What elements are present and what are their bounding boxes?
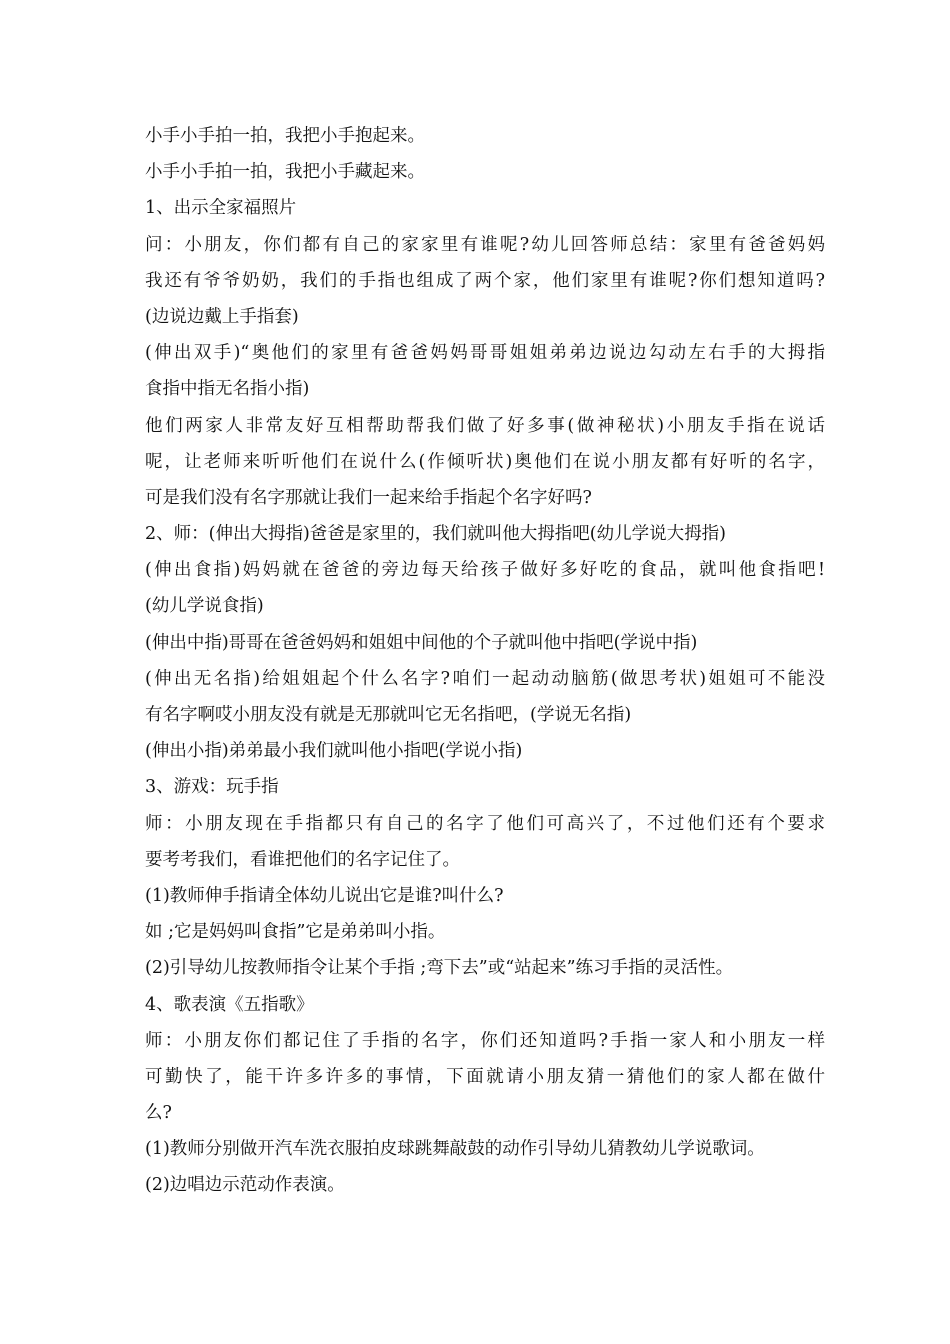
text-line: (1)教师伸手指请全体幼儿说出它是谁?叫什么? (145, 885, 504, 906)
text-line: 小手小手拍一拍，我把小手抱起来。 (145, 126, 425, 146)
text-line: 有名字啊哎小朋友没有就是无那就叫它无名指吧，(学说无名指) (145, 705, 632, 725)
text-line: 如 ;它是妈妈叫食指”它是弟弟叫小指。 (145, 922, 446, 943)
text-line: (2)边唱边示范动作表演。 (145, 1175, 345, 1196)
text-line: (伸出双手)“奥他们的家里有爸爸妈妈哥哥姐姐弟弟边说边勾动左右手的大拇指 (145, 343, 825, 364)
text-line: 可勤快了，能干许多许多的事情，下面就请小朋友猜一猜他们的家人都在做什 (145, 1066, 825, 1087)
text-line: (伸出中指)哥哥在爸爸妈妈和姐姐中间他的个子就叫他中指吧(学说中指) (145, 632, 698, 653)
text-line: 要考考我们，看谁把他们的名字记住了。 (145, 849, 460, 870)
text-line: 他们两家人非常友好互相帮助帮我们做了好多事(做神秘状)小朋友手指在说话 (145, 415, 825, 436)
text-line: (伸出食指)妈妈就在爸爸的旁边每天给孩子做好多好吃的食品，就叫他食指吧! (145, 560, 825, 581)
text-line: (伸出无名指)给姐姐起个什么名字?咱们一起动动脑筋(做思考状)姐姐可不能没 (145, 668, 825, 689)
section-heading: 2、师：(伸出大拇指)爸爸是家里的，我们就叫他大拇指吧(幼儿学说大拇指) (145, 524, 726, 545)
section-heading: 3、游戏：玩手指 (145, 777, 279, 798)
text-line: 问：小朋友，你们都有自己的家家里有谁呢?幼儿回答师总结：家里有爸爸妈妈 (145, 234, 825, 255)
text-line: (1)教师分别做开汽车洗衣服拍皮球跳舞敲鼓的动作引导幼儿猜教幼儿学说歌词。 (145, 1139, 765, 1160)
text-line: 师：小朋友你们都记住了手指的名字，你们还知道吗?手指一家人和小朋友一样 (145, 1030, 825, 1051)
text-line: 食指中指无名指小指) (145, 379, 310, 400)
text-line: (伸出小指)弟弟最小我们就叫他小指吧(学说小指) (145, 741, 523, 762)
text-line: 么? (145, 1103, 172, 1124)
section-heading: 1、出示全家福照片 (145, 198, 297, 219)
text-line: 小手小手拍一拍，我把小手藏起来。 (145, 162, 425, 183)
text-line: (2)引导幼儿按教师指令让某个手指 ;弯下去”或“站起来”练习手指的灵活性。 (145, 958, 734, 979)
text-line: (幼儿学说食指) (145, 596, 264, 617)
text-line: 呢，让老师来听听他们在说什么(作倾听状)奥他们在说小朋友都有好听的名字， (145, 451, 825, 472)
section-heading: 4、歌表演《五指歌》 (145, 994, 314, 1015)
text-line: 我还有爷爷奶奶，我们的手指也组成了两个家，他们家里有谁呢?你们想知道吗? (145, 270, 825, 291)
text-line: (边说边戴上手指套) (145, 306, 299, 327)
text-line: 师：小朋友现在手指都只有自己的名字了他们可高兴了，不过他们还有个要求 (145, 813, 825, 834)
text-line: 可是我们没有名字那就让我们一起来给手指起个名字好吗? (145, 487, 592, 508)
document-body (145, 118, 825, 1204)
